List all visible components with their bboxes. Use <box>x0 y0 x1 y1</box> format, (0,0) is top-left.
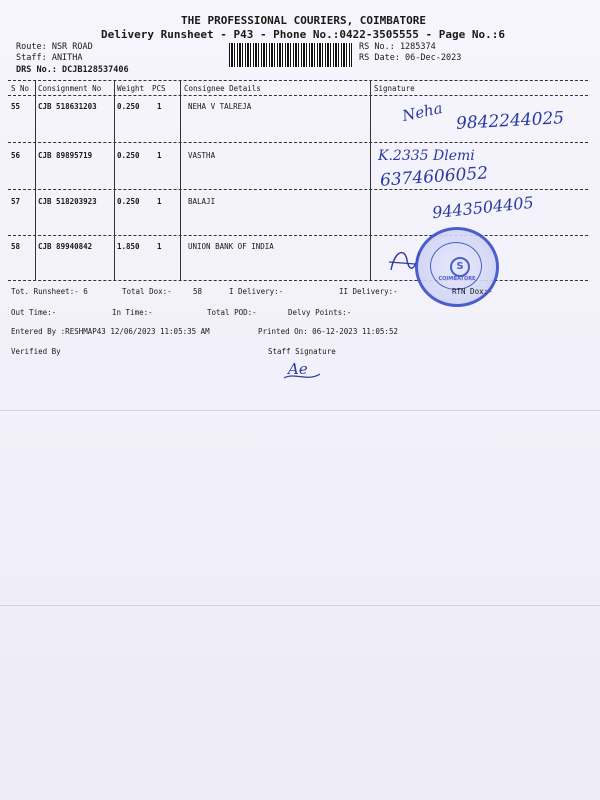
row-weight: 0.250 <box>117 151 140 160</box>
rs-number: RS No.: 1285374 <box>359 42 436 52</box>
column-header-consignee: Consignee Details <box>184 84 261 93</box>
printed-on: Printed On: 06-12-2023 11:05:52 <box>258 327 398 336</box>
staff-label: Staff: ANITHA <box>16 53 83 63</box>
row-weight: 0.250 <box>117 102 140 111</box>
column-header-consignment: Consignment No <box>38 84 102 93</box>
row-separator <box>8 189 588 190</box>
paper-fold-line <box>0 605 600 606</box>
table-bottom-rule <box>8 280 588 281</box>
row-consignee: UNION BANK OF INDIA <box>188 242 274 251</box>
row-pcs: 1 <box>157 102 162 111</box>
column-header-signature: Signature <box>374 84 415 93</box>
runsheet-subtitle: Delivery Runsheet - P43 - Phone No.:0422-3505555 - Page No.:6 <box>101 28 505 41</box>
row-weight: 1.850 <box>117 242 140 251</box>
handwritten-phone: 9443504405 <box>431 192 535 223</box>
row-separator <box>8 142 588 143</box>
row-sno: 55 <box>11 102 21 111</box>
row-consignee: NEHA V TALREJA <box>188 102 252 111</box>
row-consignee: VASTHA <box>188 151 216 160</box>
signature-underline <box>282 368 322 382</box>
handwritten-phone: 6374606052 <box>379 163 489 191</box>
row-pcs: 1 <box>157 197 162 206</box>
row-consignment: CJB 89940842 <box>38 242 93 251</box>
barcode <box>229 43 352 67</box>
verified-by: Verified By <box>11 347 61 356</box>
column-header-sno: S No <box>11 84 30 93</box>
row-sno: 56 <box>11 151 21 160</box>
column-header-pcs: PCS <box>152 84 166 93</box>
ii-delivery: II Delivery:- <box>339 287 398 296</box>
row-separator <box>8 235 588 236</box>
total-runsheet: Tot. Runsheet:- 6 <box>11 287 88 296</box>
row-consignment: CJB 518203923 <box>38 197 97 206</box>
row-pcs: 1 <box>157 151 162 160</box>
row-sno: 58 <box>11 242 21 251</box>
stamp-inner-ring <box>430 242 482 290</box>
handwritten-phone: 9842244025 <box>455 108 565 134</box>
total-dox-value: 58 <box>193 287 203 296</box>
stamp-logo-icon: S <box>450 257 470 277</box>
rs-date: RS Date: 06-Dec-2023 <box>359 53 462 63</box>
rtn-dox: RTN Dox:- <box>452 287 493 296</box>
route-label: Route: NSR ROAD <box>16 42 93 52</box>
row-pcs: 1 <box>157 242 162 251</box>
total-dox-label: Total Dox:- <box>122 287 172 296</box>
staff-signature-label: Staff Signature <box>268 347 336 356</box>
handwritten-note: K.2335 Dlemi <box>378 148 475 164</box>
drs-number: DRS No.: DCJB128537406 <box>16 65 129 75</box>
row-weight: 0.250 <box>117 197 140 206</box>
handwritten-name: Neha <box>400 98 445 126</box>
row-consignment: CJB 89895719 <box>38 151 93 160</box>
delivery-points: Delvy Points:- <box>288 308 352 317</box>
entered-by: Entered By :RESHMAP43 12/06/2023 11:05:35 AM <box>11 327 210 336</box>
row-consignment: CJB 518631203 <box>38 102 97 111</box>
i-delivery: I Delivery:- <box>229 287 284 296</box>
row-consignee: BALAJI <box>188 197 216 206</box>
column-header-weight: Weight <box>117 84 145 93</box>
table-header-rule <box>8 95 588 96</box>
paper-fold-line <box>0 410 600 411</box>
out-time: Out Time:- <box>11 308 57 317</box>
stamp-text: COIMBATORE <box>438 276 476 282</box>
row-sno: 57 <box>11 197 21 206</box>
table-top-rule <box>8 80 588 81</box>
company-name: THE PROFESSIONAL COURIERS, COIMBATORE <box>181 14 427 27</box>
in-time: In Time:- <box>112 308 153 317</box>
total-pod: Total POD:- <box>207 308 257 317</box>
staff-signature: Ae <box>288 360 308 378</box>
